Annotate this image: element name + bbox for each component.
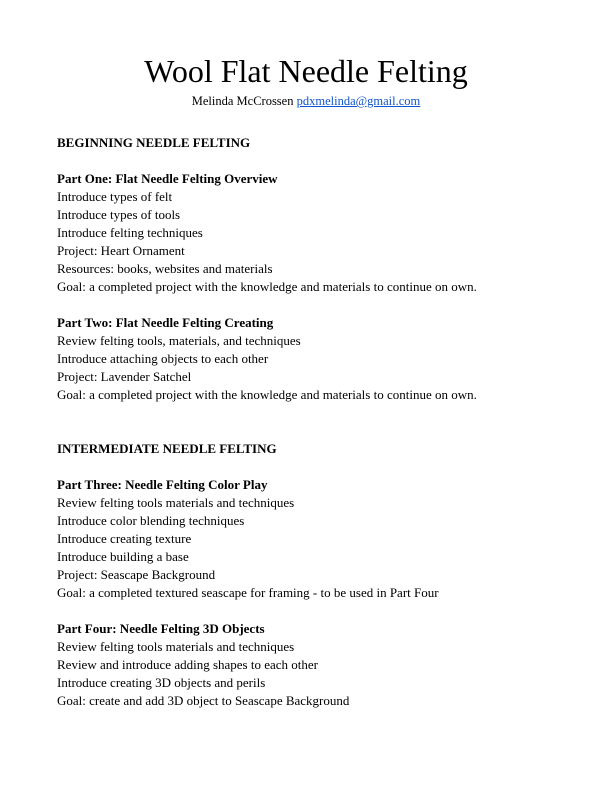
list-item: Introduce building a base <box>57 549 189 564</box>
list-item: Project: Seascape Background <box>57 567 216 582</box>
list-item: Introduce types of felt <box>57 189 173 204</box>
list-item: Review felting tools materials and techniques <box>57 639 295 654</box>
part-two-title: Part Two: Flat Needle Felting Creating <box>57 315 274 330</box>
section-heading-beginning: BEGINNING NEEDLE FELTING <box>57 135 251 150</box>
part-three <box>57 476 555 602</box>
part-four-title: Part Four: Needle Felting 3D Objects <box>57 621 265 636</box>
part-one <box>57 170 555 296</box>
list-item: Introduce felting techniques <box>57 225 203 240</box>
list-item: Introduce creating 3D objects and perils <box>57 675 266 690</box>
list-item: Resources: books, websites and materials <box>57 261 273 276</box>
list-item: Review felting tools, materials, and techniques <box>57 333 301 348</box>
list-item: Project: Heart Ornament <box>57 243 185 258</box>
author-name: Melinda McCrossen <box>191 94 294 108</box>
list-item: Review felting tools materials and techniques <box>57 495 295 510</box>
byline <box>57 93 555 109</box>
document-body <box>57 134 555 710</box>
list-item: Review and introduce adding shapes to each other <box>57 657 318 672</box>
document-title: Wool Flat Needle Felting <box>144 53 468 89</box>
section-heading-intermediate: INTERMEDIATE NEEDLE FELTING <box>57 441 277 456</box>
list-item: Goal: a completed textured seascape for framing - to be used in Part Four <box>57 585 439 600</box>
list-item: Project: Lavender Satchel <box>57 369 192 384</box>
list-item: Goal: a completed project with the knowledge and materials to continue on own. <box>57 279 477 294</box>
list-item: Goal: a completed project with the knowledge and materials to continue on own. <box>57 387 477 402</box>
author-email-link[interactable]: pdxmelinda@gmail.com <box>296 94 421 108</box>
list-item: Introduce attaching objects to each other <box>57 351 269 366</box>
list-item: Goal: create and add 3D object to Seascape Background <box>57 693 350 708</box>
list-item: Introduce types of tools <box>57 207 181 222</box>
part-four <box>57 620 555 710</box>
list-item: Introduce color blending techniques <box>57 513 245 528</box>
part-two <box>57 314 555 404</box>
list-item: Introduce creating texture <box>57 531 192 546</box>
part-one-title: Part One: Flat Needle Felting Overview <box>57 171 278 186</box>
part-three-title: Part Three: Needle Felting Color Play <box>57 477 268 492</box>
